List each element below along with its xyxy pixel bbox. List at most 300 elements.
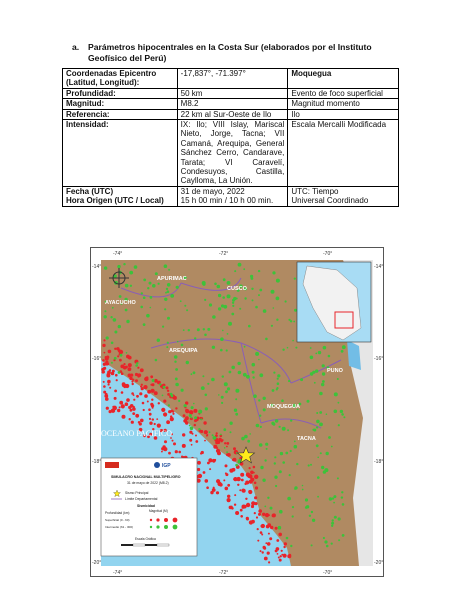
seismic-event-dot	[280, 452, 283, 455]
seismic-event-dot	[230, 431, 232, 433]
seismic-event-dot	[206, 486, 209, 489]
seismic-event-dot	[324, 540, 327, 543]
seismic-event-dot	[239, 489, 241, 491]
seismic-event-dot	[250, 478, 254, 482]
seismic-event-dot	[224, 382, 228, 386]
seismic-event-dot	[135, 364, 138, 367]
seismic-event-dot	[126, 320, 129, 323]
seismic-event-dot	[228, 322, 232, 326]
seismic-event-dot	[154, 391, 158, 395]
seismic-event-dot	[185, 416, 189, 420]
lat-tick: -16°	[374, 356, 384, 362]
seismic-event-dot	[200, 418, 202, 420]
seismic-event-dot	[227, 333, 229, 335]
seismic-event-dot	[212, 346, 215, 349]
lon-tick: -70°	[323, 570, 333, 576]
row-extra	[288, 186, 399, 206]
lon-tick: -72°	[219, 251, 229, 257]
row-value: IX: Ilo; VIII Islay, Mariscal Nieto, Jorge, Tacna; VII Camaná, Arequipa, General Sánchez Cerro, Candarave, Tarata; VI Caravelí, Condesuyos, Castilla, Caylloma, La Unión.	[177, 120, 288, 187]
seismic-event-dot	[275, 550, 278, 553]
seismic-event-dot	[342, 345, 346, 349]
seismic-event-dot	[260, 426, 262, 428]
section-heading	[72, 42, 412, 64]
seismic-event-dot	[274, 462, 276, 464]
seismic-event-dot	[268, 533, 270, 535]
seismic-event-dot	[331, 522, 334, 525]
seismic-event-dot	[257, 528, 259, 530]
seismic-event-dot	[300, 378, 303, 381]
seismic-event-dot	[164, 308, 166, 310]
seismic-event-dot	[267, 542, 271, 546]
seismic-event-dot	[263, 546, 266, 549]
row-value: M8.2	[177, 99, 288, 109]
row-label: Profundidad:	[63, 88, 178, 98]
seismic-event-dot	[141, 384, 143, 386]
seismic-event-dot	[334, 410, 338, 414]
seismic-event-dot	[121, 404, 125, 408]
seismic-event-dot	[263, 397, 266, 400]
seismic-event-dot	[164, 298, 167, 301]
row-extra-a: UTC: Tiempo	[291, 186, 339, 196]
seismic-event-dot	[287, 347, 289, 349]
heading-line-2: Geofísico del Perú)	[88, 53, 167, 63]
seismic-event-dot	[121, 391, 124, 394]
seismic-event-dot	[319, 411, 322, 414]
seismic-event-dot	[221, 396, 224, 399]
seismic-event-dot	[163, 447, 167, 451]
seismic-event-dot	[221, 402, 223, 404]
seismic-event-dot	[218, 294, 221, 297]
seismic-event-dot	[290, 450, 292, 452]
seismic-event-dot	[292, 515, 294, 517]
seismic-event-dot	[320, 452, 322, 454]
seismic-event-dot	[107, 371, 111, 375]
seismic-event-dot	[167, 283, 171, 287]
seismic-event-dot	[261, 524, 265, 528]
seismic-event-dot	[185, 409, 188, 412]
seismic-event-dot	[229, 469, 233, 473]
seismic-event-dot	[258, 294, 260, 296]
seismic-event-dot	[167, 393, 170, 396]
row-label-a: Fecha (UTC)	[66, 186, 114, 196]
seismic-event-dot	[217, 440, 221, 444]
seismic-event-dot	[183, 329, 185, 331]
seismic-event-dot	[288, 380, 290, 382]
seismic-event-dot	[106, 363, 108, 365]
lat-tick: -20°	[374, 560, 384, 566]
seismic-event-dot	[194, 419, 197, 422]
seismic-event-dot	[225, 487, 229, 491]
seismic-event-dot	[237, 484, 239, 486]
seismic-event-dot	[119, 406, 121, 408]
seismic-event-dot	[315, 369, 318, 372]
seismic-event-dot	[211, 378, 215, 382]
seismic-event-dot	[277, 378, 279, 380]
seismic-event-dot	[192, 433, 194, 435]
seismic-event-dot	[203, 328, 205, 330]
seismic-event-dot	[234, 478, 237, 481]
seismic-event-dot	[239, 308, 241, 310]
seismic-event-dot	[234, 504, 236, 506]
seismic-event-dot	[140, 386, 142, 388]
row-value	[177, 186, 288, 206]
seismic-event-dot	[132, 379, 134, 381]
seismic-event-dot	[249, 520, 253, 524]
seismic-event-dot	[252, 371, 255, 374]
seismic-event-dot	[256, 516, 258, 518]
legend-sismo: Sismo Principal	[125, 491, 149, 495]
lon-tick: -74°	[113, 251, 123, 257]
seismic-event-dot	[326, 545, 329, 548]
seismic-event-dot	[226, 442, 229, 445]
seismic-event-dot	[189, 414, 192, 417]
seismic-event-dot	[224, 442, 226, 444]
seismic-event-dot	[338, 424, 340, 426]
seismic-event-dot	[265, 338, 268, 341]
seismic-event-dot	[125, 309, 128, 312]
lat-tick: -20°	[92, 560, 102, 566]
seismic-event-dot	[107, 380, 111, 384]
seismic-event-dot	[155, 272, 158, 275]
seismic-event-dot	[290, 545, 292, 547]
seismic-event-dot	[198, 474, 202, 478]
seismic-event-dot	[194, 424, 196, 426]
seismic-event-dot	[212, 488, 216, 492]
seismic-event-dot	[191, 373, 193, 375]
seismic-event-dot	[135, 414, 139, 418]
seismic-event-dot	[294, 441, 296, 443]
seismic-event-dot	[271, 290, 275, 294]
seismic-event-dot	[112, 307, 114, 309]
table-row	[63, 120, 399, 187]
seismic-event-dot	[140, 306, 143, 309]
seismic-event-dot	[158, 402, 160, 404]
seismic-event-dot	[118, 325, 121, 328]
seismic-event-dot	[252, 299, 254, 301]
seismic-event-dot	[317, 496, 319, 498]
seismic-event-dot	[178, 400, 180, 402]
seismic-event-dot	[319, 392, 323, 396]
seismic-event-dot	[288, 319, 290, 321]
row-extra: Evento de foco superficial	[288, 88, 399, 98]
seismic-event-dot	[276, 297, 280, 301]
seismic-event-dot	[202, 375, 204, 377]
seismic-event-dot	[178, 451, 181, 454]
seismic-event-dot	[227, 484, 230, 487]
seismic-event-dot	[164, 440, 167, 443]
seismic-event-dot	[162, 326, 164, 328]
seismic-event-dot	[254, 502, 257, 505]
seismic-event-dot	[216, 432, 218, 434]
seismic-event-dot	[226, 349, 228, 351]
seismic-event-dot	[251, 288, 253, 290]
seismic-event-dot	[293, 321, 295, 323]
seismic-event-dot	[267, 552, 270, 555]
seismic-event-dot	[104, 310, 106, 312]
seismic-event-dot	[231, 506, 233, 508]
seismic-event-dot	[310, 356, 314, 360]
seismic-event-dot	[216, 447, 218, 449]
seismic-event-dot	[212, 315, 216, 319]
seismic-event-dot	[121, 372, 124, 375]
seismic-event-dot	[168, 404, 170, 406]
legend-escala: Escala Gráfica	[135, 537, 156, 541]
seismic-event-dot	[180, 300, 182, 302]
seismic-event-dot	[167, 290, 170, 293]
seismic-event-dot	[254, 512, 256, 514]
seismic-event-dot	[195, 440, 198, 443]
seismic-event-dot	[158, 283, 160, 285]
seismic-event-dot	[340, 410, 343, 413]
seismic-event-dot	[114, 331, 117, 334]
location-inset-map	[297, 262, 371, 342]
seismic-event-dot	[227, 387, 230, 390]
seismic-event-dot	[168, 452, 171, 455]
seismic-event-dot	[125, 284, 129, 288]
parameters-table	[62, 68, 399, 207]
seismic-event-dot	[111, 342, 114, 345]
seismic-event-dot	[223, 278, 226, 281]
seismic-event-dot	[277, 553, 279, 555]
seismic-event-dot	[332, 519, 334, 521]
seismic-event-dot	[287, 429, 289, 431]
seismic-event-dot	[328, 355, 331, 358]
seismic-event-dot	[225, 464, 228, 467]
seismic-event-dot	[152, 284, 156, 288]
seismic-event-dot	[263, 309, 267, 313]
seismic-event-dot	[234, 409, 237, 412]
seismic-event-dot	[341, 413, 344, 416]
seismic-event-dot	[108, 350, 112, 354]
seismic-event-dot	[125, 384, 127, 386]
seismic-event-dot	[193, 409, 197, 413]
seismic-event-dot	[122, 415, 126, 419]
seismic-event-dot	[326, 452, 329, 455]
seismic-event-dot	[338, 402, 340, 404]
row-value-b: 15 h 00 min / 10 h 00 min.	[180, 196, 274, 206]
seismic-event-dot	[287, 497, 291, 501]
seismic-event-dot	[191, 417, 193, 419]
seismic-event-dot	[262, 479, 265, 482]
seismic-event-dot	[103, 381, 105, 383]
seismic-event-dot	[143, 279, 146, 282]
seismic-event-dot	[310, 347, 312, 349]
seismic-event-dot	[202, 281, 206, 285]
seismic-event-dot	[244, 483, 246, 485]
seismic-event-dot	[102, 359, 105, 362]
seismic-event-dot	[243, 268, 245, 270]
seismic-event-dot	[258, 509, 262, 513]
seismic-event-dot	[329, 497, 332, 500]
region-label: TACNA	[297, 436, 316, 442]
seismic-event-dot	[337, 477, 339, 479]
seismic-event-dot	[310, 464, 312, 466]
seismic-event-dot	[341, 350, 344, 353]
seismic-event-dot	[321, 466, 324, 469]
seismic-event-dot	[231, 366, 235, 370]
seismic-event-dot	[129, 418, 131, 420]
seismic-event-dot	[130, 409, 133, 412]
row-label-b: Hora Origen (UTC / Local)	[66, 196, 164, 206]
seismic-event-dot	[229, 371, 232, 374]
seismic-event-dot	[108, 383, 110, 385]
seismic-event-dot	[205, 394, 208, 397]
lat-tick: -18°	[374, 459, 384, 465]
seismic-event-dot	[227, 498, 231, 502]
seismic-event-dot	[267, 523, 271, 527]
seismic-event-dot	[341, 496, 343, 498]
seismic-event-dot	[264, 557, 268, 561]
seismic-event-dot	[309, 515, 311, 517]
seismic-event-dot	[143, 296, 146, 299]
seismic-event-dot	[318, 351, 321, 354]
seismic-event-dot	[152, 418, 154, 420]
seismic-event-dot	[114, 357, 117, 360]
lon-tick: -72°	[219, 570, 229, 576]
seismic-event-dot	[222, 296, 225, 299]
seismic-event-dot	[147, 390, 151, 394]
seismic-event-dot	[113, 318, 117, 322]
seismic-event-dot	[334, 392, 338, 396]
seismic-event-dot	[194, 416, 197, 419]
seismic-event-dot	[249, 467, 251, 469]
seismic-event-dot	[283, 554, 287, 558]
seismic-event-dot	[204, 299, 206, 301]
seismic-event-dot	[322, 364, 325, 367]
seismic-event-dot	[264, 459, 266, 461]
seismic-event-dot	[194, 337, 196, 339]
seismic-event-dot	[246, 375, 250, 379]
seismic-event-dot	[225, 473, 228, 476]
seismic-event-dot	[152, 383, 155, 386]
seismic-event-dot	[316, 412, 318, 414]
row-extra-b: Universal Coordinado	[291, 196, 369, 206]
seismic-event-dot	[165, 292, 167, 294]
seismic-event-dot	[118, 371, 121, 374]
seismic-event-dot	[161, 451, 163, 453]
seismic-event-dot	[260, 550, 262, 552]
seismic-event-dot	[234, 270, 236, 272]
seismic-event-dot	[171, 395, 174, 398]
seismic-event-dot	[258, 513, 261, 516]
seismic-event-dot	[264, 506, 266, 508]
seismic-event-dot	[203, 421, 206, 424]
seismic-event-dot	[232, 302, 234, 304]
row-value-a: 31 de mayo, 2022	[180, 186, 245, 196]
seismic-event-dot	[283, 546, 285, 548]
seismic-event-dot	[182, 433, 185, 436]
seismic-event-dot	[294, 278, 296, 280]
seismic-event-dot	[170, 410, 173, 413]
seismic-event-dot	[204, 430, 208, 434]
seismic-event-dot	[246, 517, 249, 520]
legend-date: 31 de mayo de 2022 (M8.2)	[127, 481, 169, 485]
seismic-event-dot	[182, 444, 186, 448]
seismic-event-dot	[172, 440, 174, 442]
seismic-event-dot	[255, 352, 259, 356]
seismic-event-dot	[149, 422, 152, 425]
seismic-event-dot	[259, 373, 263, 377]
seismic-event-dot	[308, 464, 310, 466]
seismic-event-dot	[284, 542, 287, 545]
seismic-event-dot	[201, 386, 205, 390]
seismic-event-dot	[322, 372, 325, 375]
igp-label: IGP	[162, 463, 171, 469]
seismic-event-dot	[220, 337, 224, 341]
seismic-event-dot	[130, 285, 132, 287]
table-row	[63, 69, 399, 89]
seismic-event-dot	[156, 418, 158, 420]
seismic-event-dot	[281, 550, 283, 552]
seismic-event-dot	[319, 423, 323, 427]
seismic-event-dot	[265, 443, 268, 446]
ocean-label: OCEANO PACIFICO	[101, 429, 173, 438]
seismic-event-dot	[206, 434, 208, 436]
seismic-event-dot	[273, 372, 275, 374]
seismic-event-dot	[205, 479, 209, 483]
seismic-event-dot	[197, 328, 200, 331]
seismic-event-dot	[257, 540, 259, 542]
seismic-event-dot	[130, 374, 133, 377]
seismic-event-dot	[310, 372, 314, 376]
seismic-event-dot	[256, 424, 260, 428]
seismic-event-dot	[224, 447, 226, 449]
row-extra: Ilo	[288, 109, 399, 119]
legend-limite: Límite Departamental	[125, 497, 158, 501]
seismic-event-dot	[214, 283, 217, 286]
seismic-event-dot	[135, 379, 138, 382]
seismic-event-dot	[181, 344, 184, 347]
seismic-event-dot	[250, 275, 253, 278]
seismic-event-dot	[278, 557, 280, 559]
seismic-event-dot	[255, 486, 258, 489]
legend-title: SIMULACRO NACIONAL MULTIPELIGRO	[111, 475, 181, 479]
seismic-event-dot	[123, 363, 125, 365]
seismic-event-dot	[172, 413, 174, 415]
seismic-event-dot	[252, 376, 254, 378]
seismic-event-dot	[322, 380, 325, 383]
seismic-event-dot	[119, 359, 122, 362]
seismic-event-dot	[302, 485, 304, 487]
seismic-event-dot	[275, 527, 278, 530]
seismic-event-dot	[240, 515, 243, 518]
seismic-event-dot	[134, 265, 138, 269]
seismic-event-dot	[331, 525, 333, 527]
legend-magnitud: Magnitud (M)	[149, 509, 168, 513]
seismic-event-dot	[317, 476, 320, 479]
seismic-event-dot	[205, 407, 208, 410]
seismic-event-dot	[328, 436, 331, 439]
seismic-event-dot	[337, 378, 339, 380]
seismic-event-dot	[166, 420, 170, 424]
legend-intermedio: Intermedio (61 - 300)	[105, 525, 134, 529]
seismic-event-dot	[125, 402, 129, 406]
row-value: -17,837°, -71.397°	[177, 69, 288, 89]
seismic-event-dot	[260, 531, 263, 534]
seismic-event-dot	[163, 412, 167, 416]
seismic-event-dot	[253, 466, 256, 469]
seismic-event-dot	[111, 362, 113, 364]
seismic-event-dot	[175, 450, 178, 453]
region-label: AYACUCHO	[105, 300, 136, 306]
seismic-event-dot	[280, 555, 282, 557]
scale-bar	[121, 544, 169, 546]
seismicity-map	[90, 247, 384, 577]
seismic-event-dot	[275, 485, 277, 487]
seismic-event-dot	[227, 495, 230, 498]
seismic-event-dot	[268, 561, 270, 563]
legend-profundidad: Profundidad (km)	[105, 511, 130, 515]
